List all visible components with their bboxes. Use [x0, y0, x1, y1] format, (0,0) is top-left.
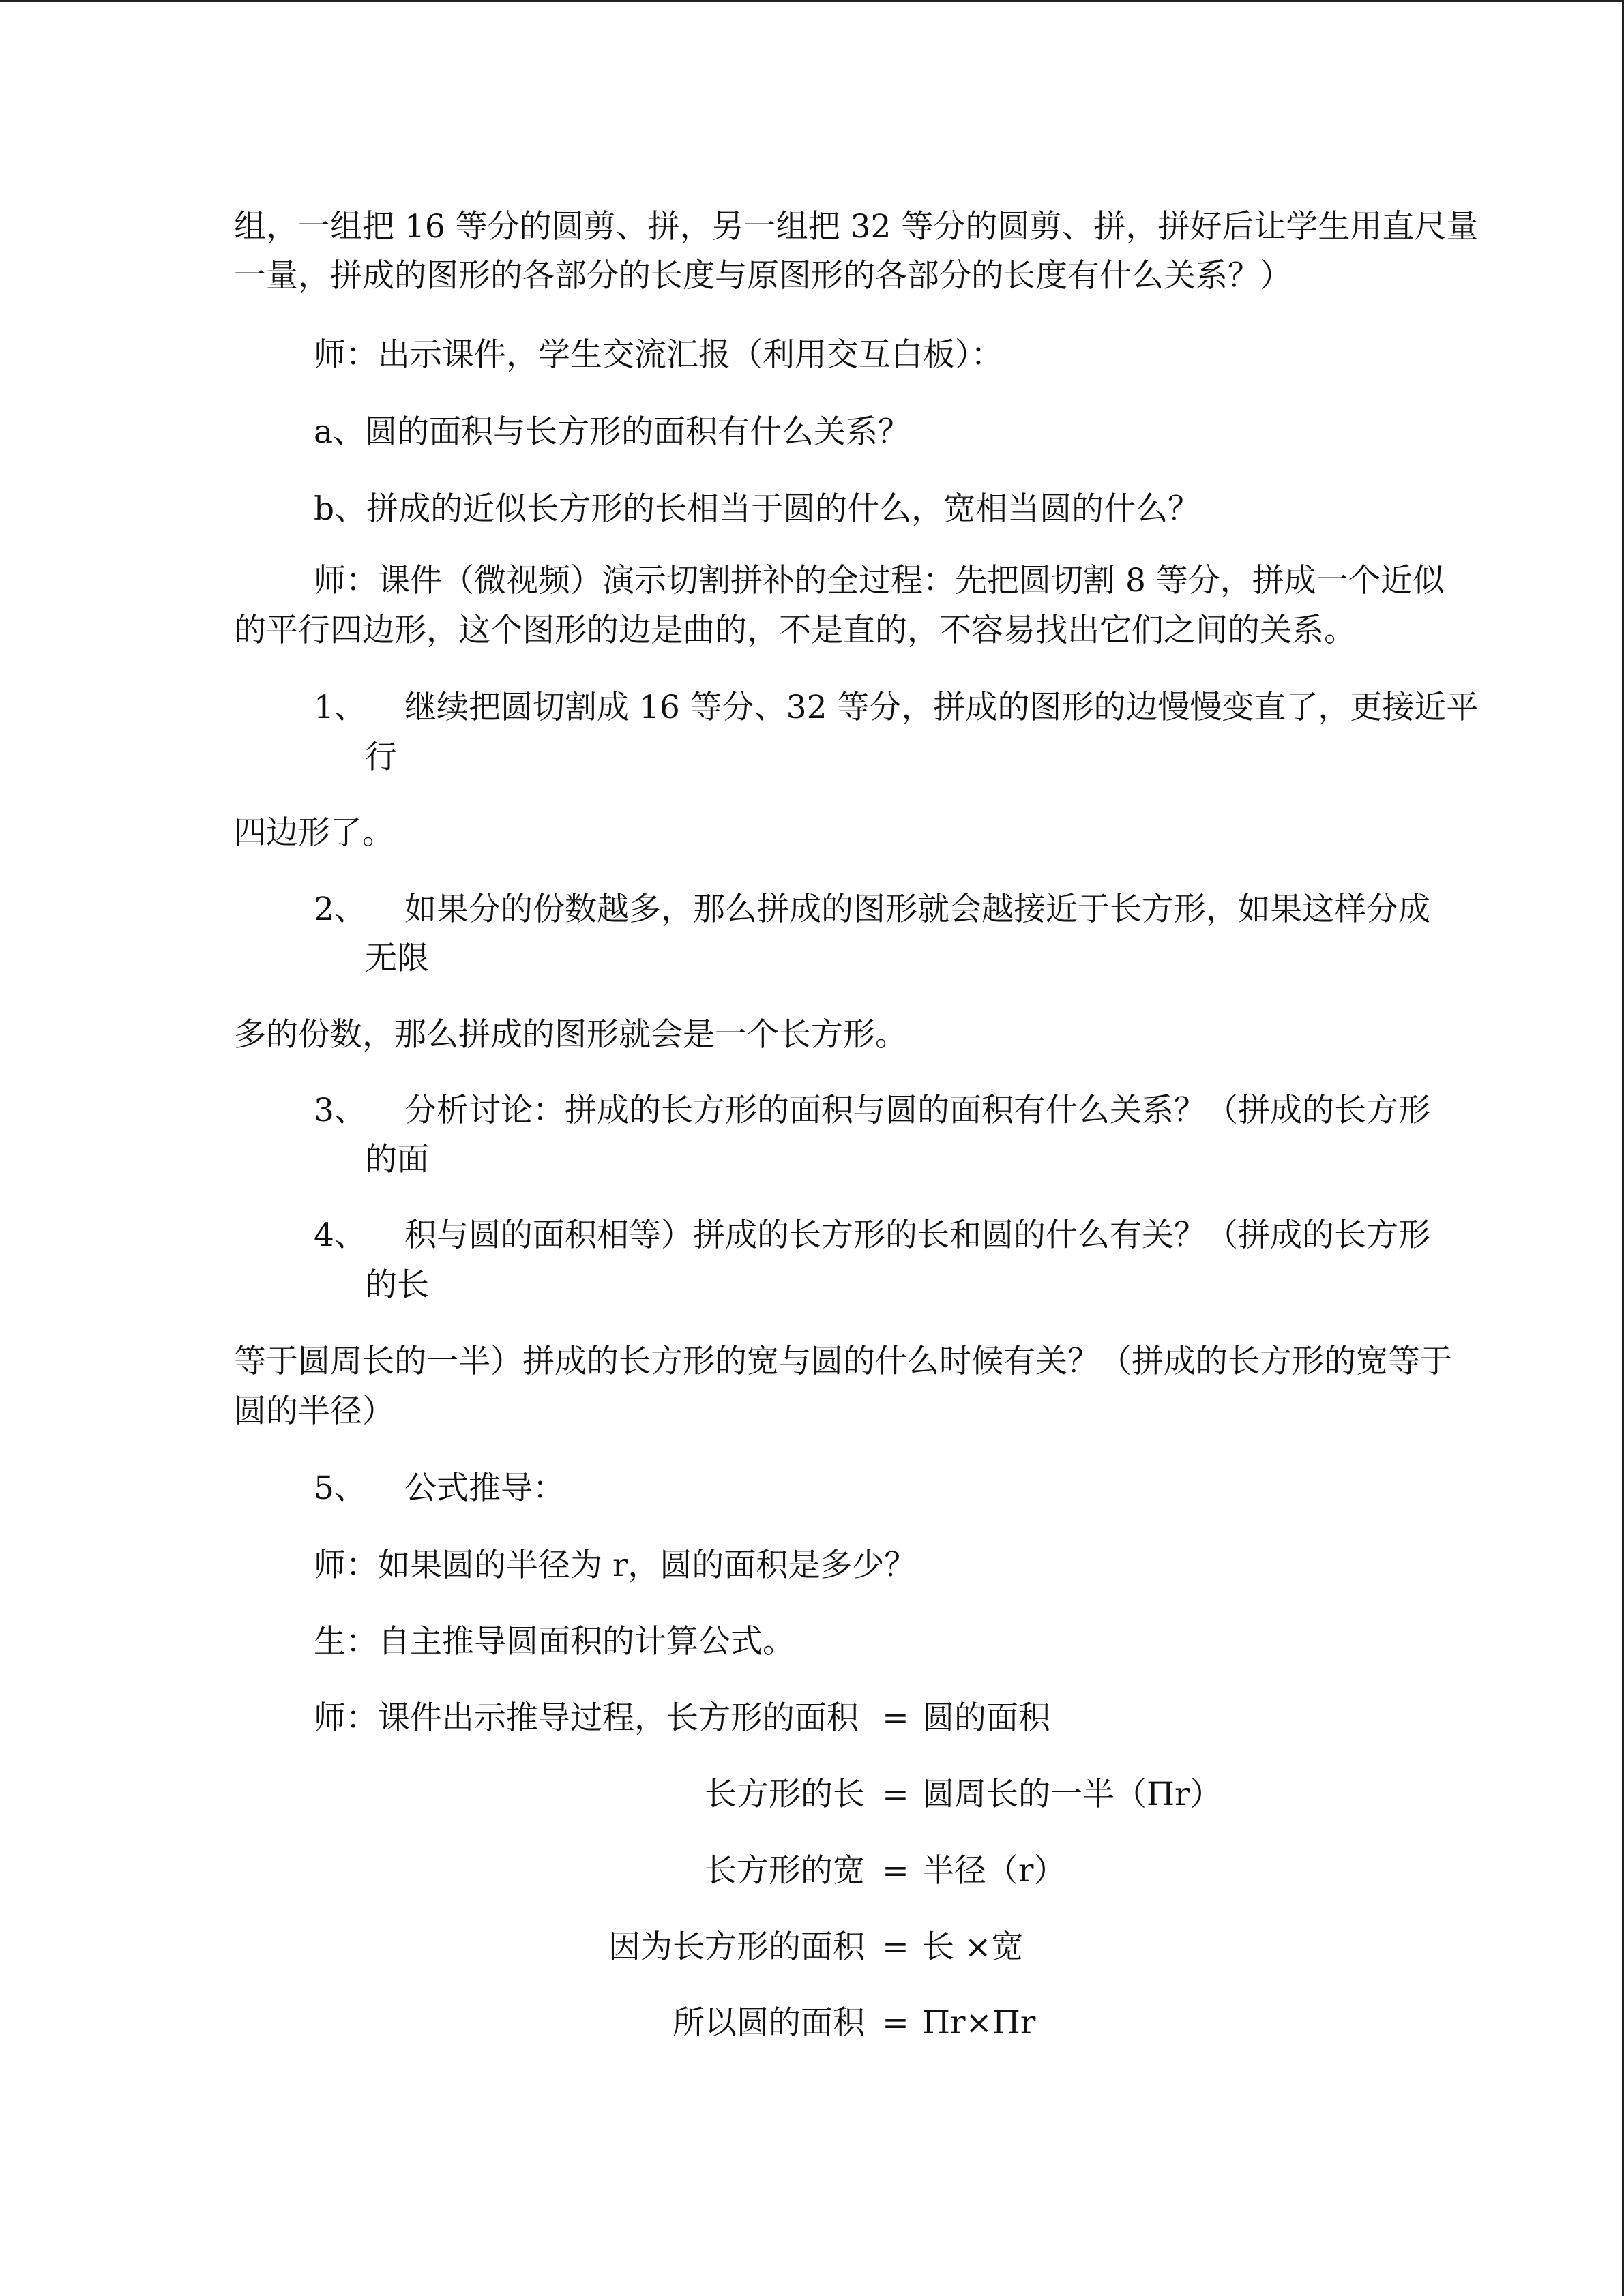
paragraph: b、拼成的近似长方形的长相当于圆的什么，宽相当圆的什么？	[314, 490, 1200, 528]
list-item-text: 行	[365, 739, 397, 776]
derivation-left: 所以圆的面积	[673, 2004, 865, 2042]
paragraph-line: 一量，拼成的图形的各部分的长度与原图形的各部分的长度有什么关系？）	[234, 257, 1292, 295]
list-number: 5、	[314, 1470, 366, 1507]
paragraph: 师：出示课件，学生交流汇报（利用交互白板）：	[314, 336, 1003, 374]
list-item-text: 分析讨论：拼成的长方形的面积与圆的面积有什么关系？（拼成的长方形	[404, 1092, 1430, 1129]
student-line: 生：自主推导圆面积的计算公式。	[314, 1623, 795, 1660]
derivation-right: Πr×Πr	[922, 2004, 1036, 2042]
derivation-row	[0, 1924, 1624, 1971]
list-item-text: 如果分的份数越多，那么拼成的图形就会越接近于长方形，如果这样分成	[404, 891, 1430, 928]
derivation-right: 圆周长的一半（Πr）	[922, 1776, 1222, 1813]
list-item-text: 积与圆的面积相等）拼成的长方形的长和圆的什么有关？（拼成的长方形	[404, 1217, 1430, 1254]
equals-sign: =	[882, 1852, 909, 1890]
list-number: 2、	[314, 891, 366, 928]
derivation-left: 长方形的宽	[705, 1852, 865, 1890]
derivation-right: 长 ×宽	[922, 1928, 1024, 1966]
derivation-row	[0, 1999, 1624, 2047]
derivation-left: 长方形的长	[705, 1776, 865, 1813]
list-number: 3、	[314, 1092, 366, 1129]
list-item-text: 的长	[365, 1266, 429, 1304]
derivation-row	[0, 1695, 1624, 1742]
paragraph: a、圆的面积与长方形的面积有什么关系？	[314, 413, 911, 451]
list-number: 1、	[314, 689, 366, 726]
list-continuation: 四边形了。	[234, 814, 394, 852]
list-continuation: 等于圆周长的一半）拼成的长方形的宽与圆的什么时候有关？（拼成的长方形的宽等于	[234, 1343, 1452, 1380]
list-continuation: 多的份数，那么拼成的图形就会是一个长方形。	[234, 1016, 907, 1054]
paragraph-line: 的平行四边形，这个图形的边是曲的，不是直的，不容易找出它们之间的关系。	[234, 612, 1356, 649]
list-continuation: 圆的半径）	[234, 1392, 394, 1430]
list-item-text: 公式推导：	[404, 1470, 565, 1507]
derivation-right: 半径（r）	[922, 1852, 1066, 1890]
equals-sign: =	[882, 1776, 909, 1813]
derivation-row	[0, 1771, 1624, 1819]
equals-sign: =	[882, 1699, 909, 1737]
equals-sign: =	[882, 2004, 909, 2042]
paragraph-line: 师：课件（微视频）演示切割拼补的全过程：先把圆切割 8 等分，拼成一个近似	[314, 562, 1445, 599]
list-item-text: 无限	[365, 940, 429, 977]
list-item-text: 的面	[365, 1141, 429, 1178]
derivation-right: 圆的面积	[922, 1699, 1050, 1737]
derivation-left: 因为长方形的面积	[608, 1928, 865, 1966]
teacher-question: 师：如果圆的半径为 r，圆的面积是多少？	[314, 1547, 917, 1584]
equals-sign: =	[882, 1928, 909, 1966]
list-number: 4、	[314, 1217, 366, 1254]
derivation-left: 师：课件出示推导过程，长方形的面积	[314, 1699, 859, 1737]
derivation-row	[0, 1847, 1624, 1895]
list-item-text: 继续把圆切割成 16 等分、32 等分，拼成的图形的边慢慢变直了，更接近平	[404, 689, 1479, 726]
paragraph-line: 组，一组把 16 等分的圆剪、拼，另一组把 32 等分的圆剪、拼，拼好后让学生用直尺量	[234, 208, 1479, 245]
